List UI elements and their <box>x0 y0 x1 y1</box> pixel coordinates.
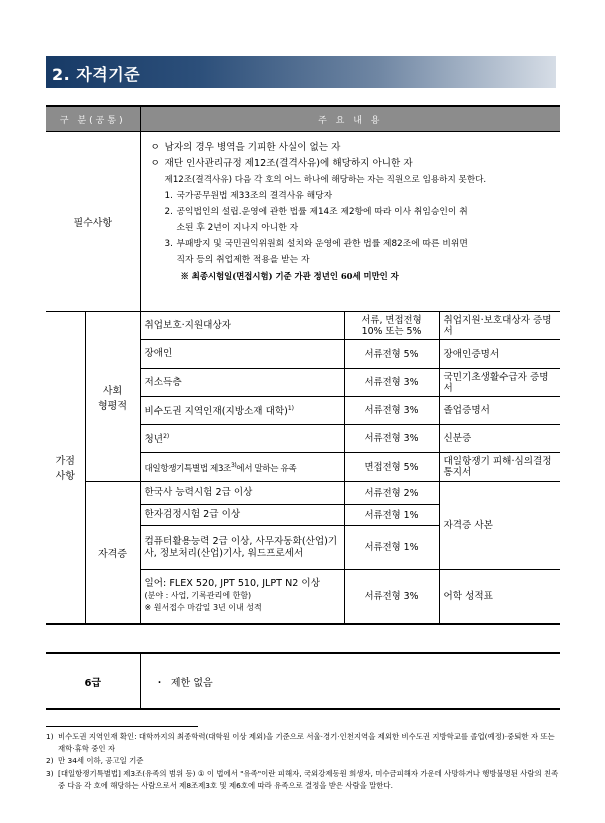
footnote-ref: 3) <box>230 461 237 469</box>
bonus-document: 대일항쟁기 피해·심의결정통지서 <box>439 453 560 482</box>
required-bullet: ㅇ 재단 인사관리규정 제12조(결격사유)에 해당하지 아니한 자 <box>150 158 413 169</box>
grade-table <box>46 652 560 710</box>
required-label: 필수사항 <box>46 132 140 312</box>
bonus-item: 컴퓨터활용능력 2급 이상, 사무자동화(산업)기사, 정보처리(산업)기사, 워드프로세서 <box>140 526 344 570</box>
bonus-document: 신분증 <box>439 425 560 453</box>
required-item: 3. 부패방지 및 국민권익위원회 설치와 운영에 관한 법률 제82조에 따른 비위면 직자 등의 취업제한 적용을 받는 자 <box>164 239 468 265</box>
footnote: 3) [대일항쟁기특별법] 제3조(유족의 범위 등) ① 이 법에서 "유족"이란 피해자, 국외강제동원 희생자, 미수금피해자 가운데 사망하거나 행방불명된 사람의 친족 중 다음 각 호에 해당하는 사람으로서 제8조제3호 및 제6호에 따라 유족으로 결정을 받은 사람을 말한다. <box>46 768 559 790</box>
bonus-method: 서류, 면접전형 10% 또는 5% <box>344 312 439 340</box>
bonus-item: 대일항쟁기특별법 제3조$^{3)}$에서 말하는 유족 <box>140 453 344 482</box>
bonus-label: 가점 사항 <box>46 312 85 624</box>
table-row <box>46 312 560 340</box>
required-item: 1. 국가공무원법 제33조의 결격사유 해당자 <box>164 191 333 201</box>
social-label: 사회 형평적 <box>85 312 140 482</box>
required-item: 2. 공익법인의 설립.운영에 관한 법률 제14조 제2항에 따라 이사 취임승인이 취 소된 후 2년이 지나지 아니한 자 <box>164 207 468 233</box>
section-title: 2. 자격기준 <box>52 65 141 84</box>
header-category: 구 분(공통) <box>46 106 140 132</box>
bonus-document: 장애인증명서 <box>439 340 560 369</box>
bonus-method: 서류전형 1% <box>344 505 439 526</box>
table-row <box>46 482 560 505</box>
bonus-method: 서류전형 3% <box>344 397 439 425</box>
bonus-item: 한국사 능력시험 2급 이상 <box>140 482 344 505</box>
bonus-document: 국민기초생활수급자 증명서 <box>439 369 560 397</box>
bonus-method: 서류전형 5% <box>344 340 439 369</box>
footnote: 1) 비수도권 지역인재 확인: 대학까지의 최종학력(대학원 이상 제외)을 기준으로 서울·경기·인천지역을 제외한 비수도권 지방학교를 졸업(예정)·중퇴한 자 또는 재학·휴학 중인 자 <box>46 732 555 754</box>
footnote: 2) 만 34세 이하, 공고일 기준 <box>46 756 144 766</box>
bonus-item: 장애인 <box>140 340 344 369</box>
required-row <box>46 132 560 312</box>
footnote-divider <box>46 726 198 727</box>
bonus-item: 저소득층 <box>140 369 344 397</box>
cert-label: 자격증 <box>85 482 140 624</box>
bonus-method: 서류전형 3% <box>344 369 439 397</box>
bonus-method: 서류전형 1% <box>344 526 439 570</box>
bonus-method: 서류전형 3% <box>344 425 439 453</box>
criteria-table <box>46 105 560 625</box>
bonus-item: 비수도권 지역인재(지방소재 대학)$^{1)}$ <box>140 397 344 425</box>
footnote-ref: 1) <box>287 404 295 412</box>
bonus-item: 한자검정시험 2급 이상 <box>140 505 344 526</box>
bonus-method: 서류전형 3% <box>344 570 439 624</box>
bonus-document: 어학 성적표 <box>439 570 560 624</box>
required-description: 제12조(결격사유) 다음 각 호의 어느 하나에 해당하는 자는 직원으로 임용하지 못한다. <box>164 175 487 185</box>
bonus-document: 취업지원·보호대상자 증명서 <box>439 312 560 340</box>
grade-value: ・ 제한 없음 <box>154 677 213 689</box>
required-note: ※ 최종시험일(면접시험) 기준 가관 정년인 60세 미만인 자 <box>180 271 399 281</box>
footnotes <box>46 731 560 792</box>
bonus-item: 청년$^{2)}$ <box>140 425 344 453</box>
header-content: 주 요 내 용 <box>140 106 560 132</box>
table-header-row <box>46 106 560 132</box>
bonus-method: 서류전형 2% <box>344 482 439 505</box>
bonus-method: 면접전형 5% <box>344 453 439 482</box>
bonus-item: 일어: FLEX 520, JPT 510, JLPT N2 이상 (분야 : 사업, 기록관리에 한함) ※ 원서접수 마감일 3년 이내 성적 <box>140 570 344 624</box>
grade-label: 6급 <box>46 653 140 709</box>
bonus-document: 자격증 사본 <box>439 482 560 570</box>
required-content <box>140 132 560 312</box>
grade-row <box>46 653 560 709</box>
footnote-ref: 2) <box>163 432 170 440</box>
bonus-document: 졸업증명서 <box>439 397 560 425</box>
section-header <box>46 56 556 88</box>
bonus-item: 취업보호·지원대상자 <box>140 312 344 340</box>
required-bullet: ㅇ 남자의 경우 병역을 기피한 사실이 없는 자 <box>150 142 341 153</box>
